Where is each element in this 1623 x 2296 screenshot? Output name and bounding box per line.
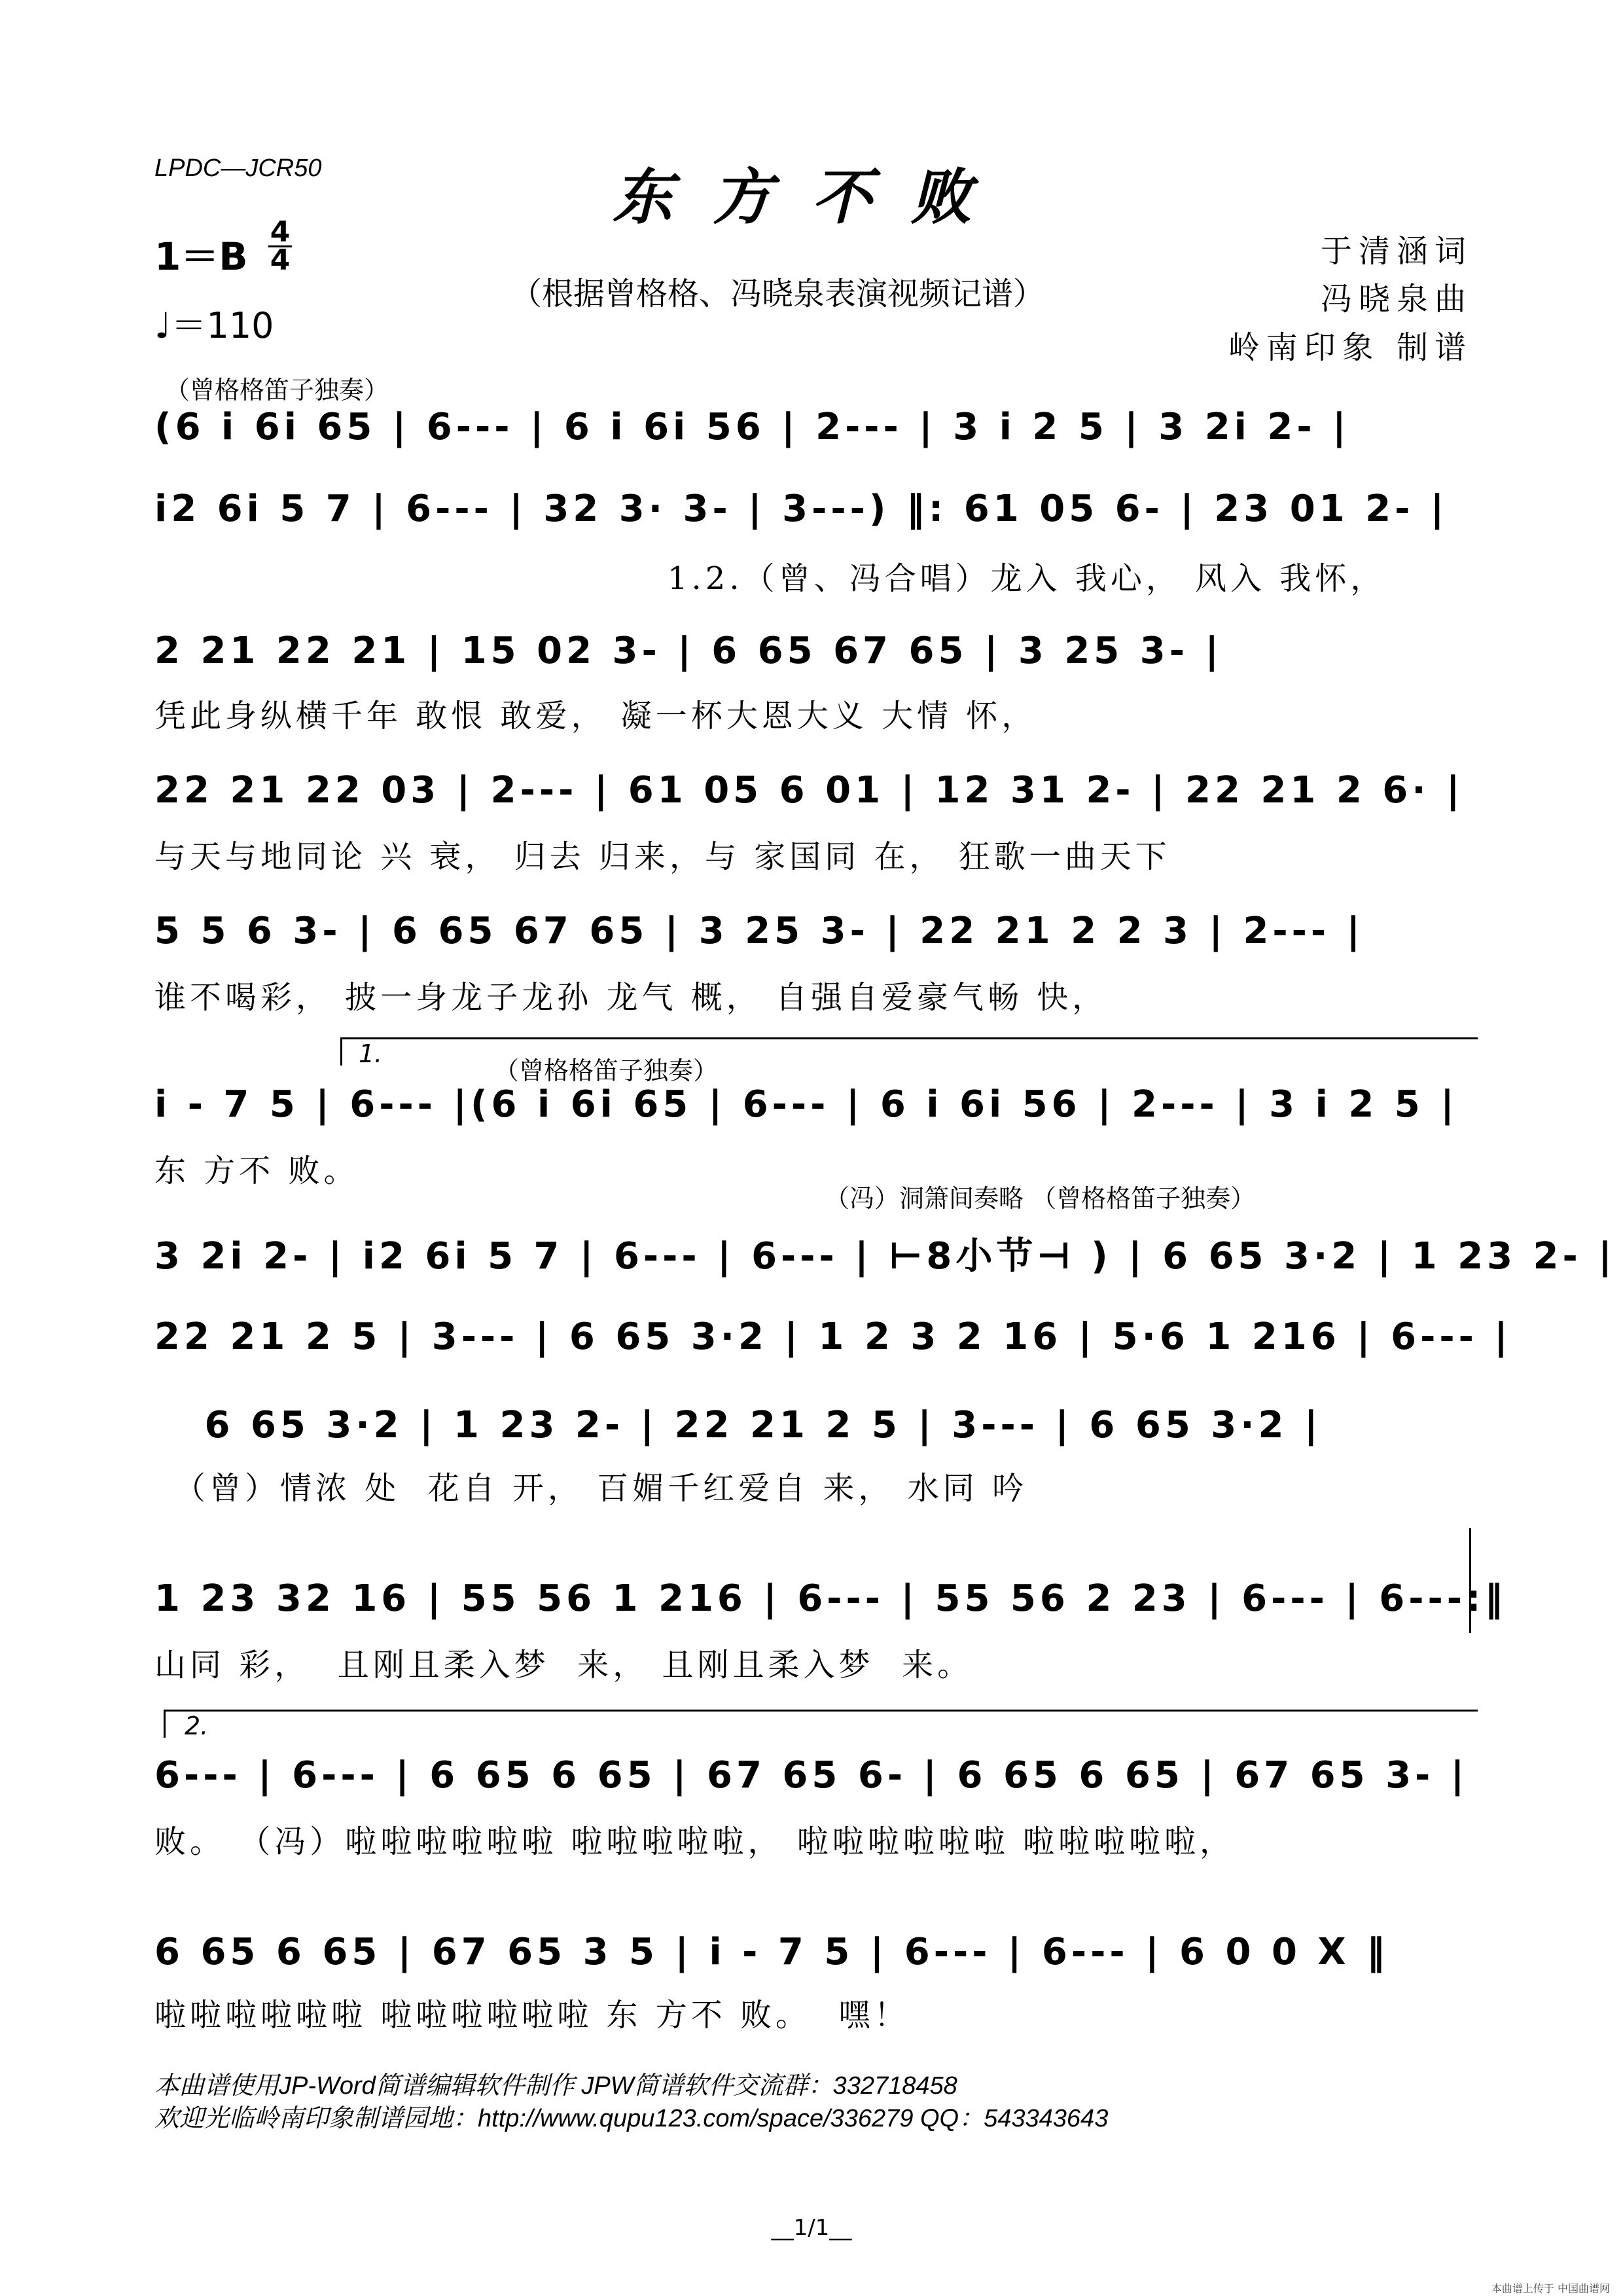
notation-line: i2 6i 5 7 | 6--- | 32 3· 3- | 3---) ‖: 61 05 6- | 23 01 2- | (154, 488, 1448, 530)
page-number: __1/1__ (771, 2215, 852, 2241)
transcriber-credit: 岭南印象 制谱 (1228, 329, 1472, 366)
footer-software-note: 本曲谱使用JP-Word简谱编辑软件制作 JPW简谱软件交流群：332718458 (154, 2072, 957, 2100)
notation-line: 22 21 2 5 | 3--- | 6 65 3·2 | 1 2 3 2 16 | 5·6 1 216 | 6--- | (154, 1316, 1512, 1358)
volta-label: 1. (359, 1039, 383, 1068)
tempo-marking: ♩＝110 (154, 305, 274, 346)
notation-line: 2 21 22 21 | 15 02 3- | 6 65 67 65 | 3 25 3- | (154, 630, 1222, 672)
lyrics-line: 山同 彩， 且刚且柔入梦 来， 且刚且柔入梦 来。 (154, 1647, 973, 1683)
notation-line: 5 5 6 3- | 6 65 67 65 | 3 25 3- | 22 21 2 2 3 | 2--- | (154, 910, 1364, 952)
notation-line: i - 7 5 | 6--- |(6 i 6i 65 | 6--- | 6 i 6i 56 | 2--- | 3 i 2 5 | (154, 1083, 1458, 1126)
composer-credit: 冯晓泉曲 (1320, 281, 1472, 317)
notation-line: 6 65 6 65 | 67 65 3 5 | i - 7 5 | 6--- | 6--- | 6 0 0 X ‖ (154, 1931, 1389, 1973)
lyrics-line: 败。 （冯）啦啦啦啦啦啦 啦啦啦啦啦， 啦啦啦啦啦啦 啦啦啦啦啦， (154, 1823, 1236, 1860)
notation-line: 3 2i 2- | i2 6i 5 7 | 6--- | 6--- | ⊢8小节⊣ ) | 6 65 3·2 | 1 23 2- | (154, 1235, 1616, 1278)
time-signature (268, 215, 292, 277)
notation-line: 6--- | 6--- | 6 65 6 65 | 67 65 6- | 6 65 6 65 | 67 65 3- | (154, 1754, 1469, 1797)
notation-line: 6 65 3·2 | 1 23 2- | 22 21 2 5 | 3--- | 6 65 3·2 | (154, 1404, 1322, 1446)
volta-bracket-2 (164, 1710, 1478, 1738)
notation-line: (6 i 6i 65 | 6--- | 6 i 6i 56 | 2--- | 3 i 2 5 | 3 2i 2- | (154, 406, 1350, 448)
lyrics-line: 与天与地同论 兴 衰， 归去 归来，与 家国同 在， 狂歌一曲天下 (154, 838, 1171, 875)
lyricist-credit: 于清涵词 (1320, 233, 1472, 270)
system-label: （冯）洞箫间奏略 （曾格格笛子独奏） (825, 1184, 1256, 1213)
song-subtitle: （根据曾格格、冯晓泉表演视频记谱） (510, 276, 1045, 312)
time-signature-bottom: 4 (270, 243, 291, 277)
system-label: （曾格格笛子独奏） (165, 376, 389, 404)
lyrics-line: 凭此身纵横千年 敢恨 敢爱， 凝一杯大恩大义 大情 怀， (154, 698, 1037, 734)
lyrics-line: 谁不喝彩， 披一身龙子龙孙 龙气 概， 自强自爱豪气畅 快， (154, 979, 1108, 1016)
key-signature: 1＝B (154, 234, 248, 279)
song-title: 东方不败 (612, 162, 1010, 232)
lyrics-line: 啦啦啦啦啦啦 啦啦啦啦啦啦 东 方不 败。 嘿！ (154, 1997, 910, 2034)
lyrics-line: （曾）情浓 处 花自 开， 百媚千红爱自 来， 水同 吟 (174, 1470, 1028, 1507)
watermark: 本曲谱上传于 中国曲谱网 (1491, 2282, 1610, 2295)
score-code: LPDC—JCR50 (154, 154, 322, 182)
footer-website-note: 欢迎光临岭南印象制谱园地：http://www.qupu123.com/space/336279 QQ：543343643 (154, 2105, 1109, 2132)
notation-line: 22 21 22 03 | 2--- | 61 05 6 01 | 12 31 2- | 22 21 2 6· | (154, 769, 1464, 812)
lyrics-line: 东 方不 败。 (154, 1153, 359, 1189)
lyrics-line: 1.2.（曾、冯合唱）龙入 我心， 风入 我怀， (668, 560, 1386, 597)
notation-line: 1 23 32 16 | 55 56 1 216 | 6--- | 55 56 2 23 | 6--- | 6---:‖ (154, 1577, 1507, 1620)
volta-label: 2. (185, 1712, 209, 1740)
time-signature-top: 4 (270, 215, 291, 249)
system-label: （曾格格笛子独奏） (494, 1056, 719, 1085)
